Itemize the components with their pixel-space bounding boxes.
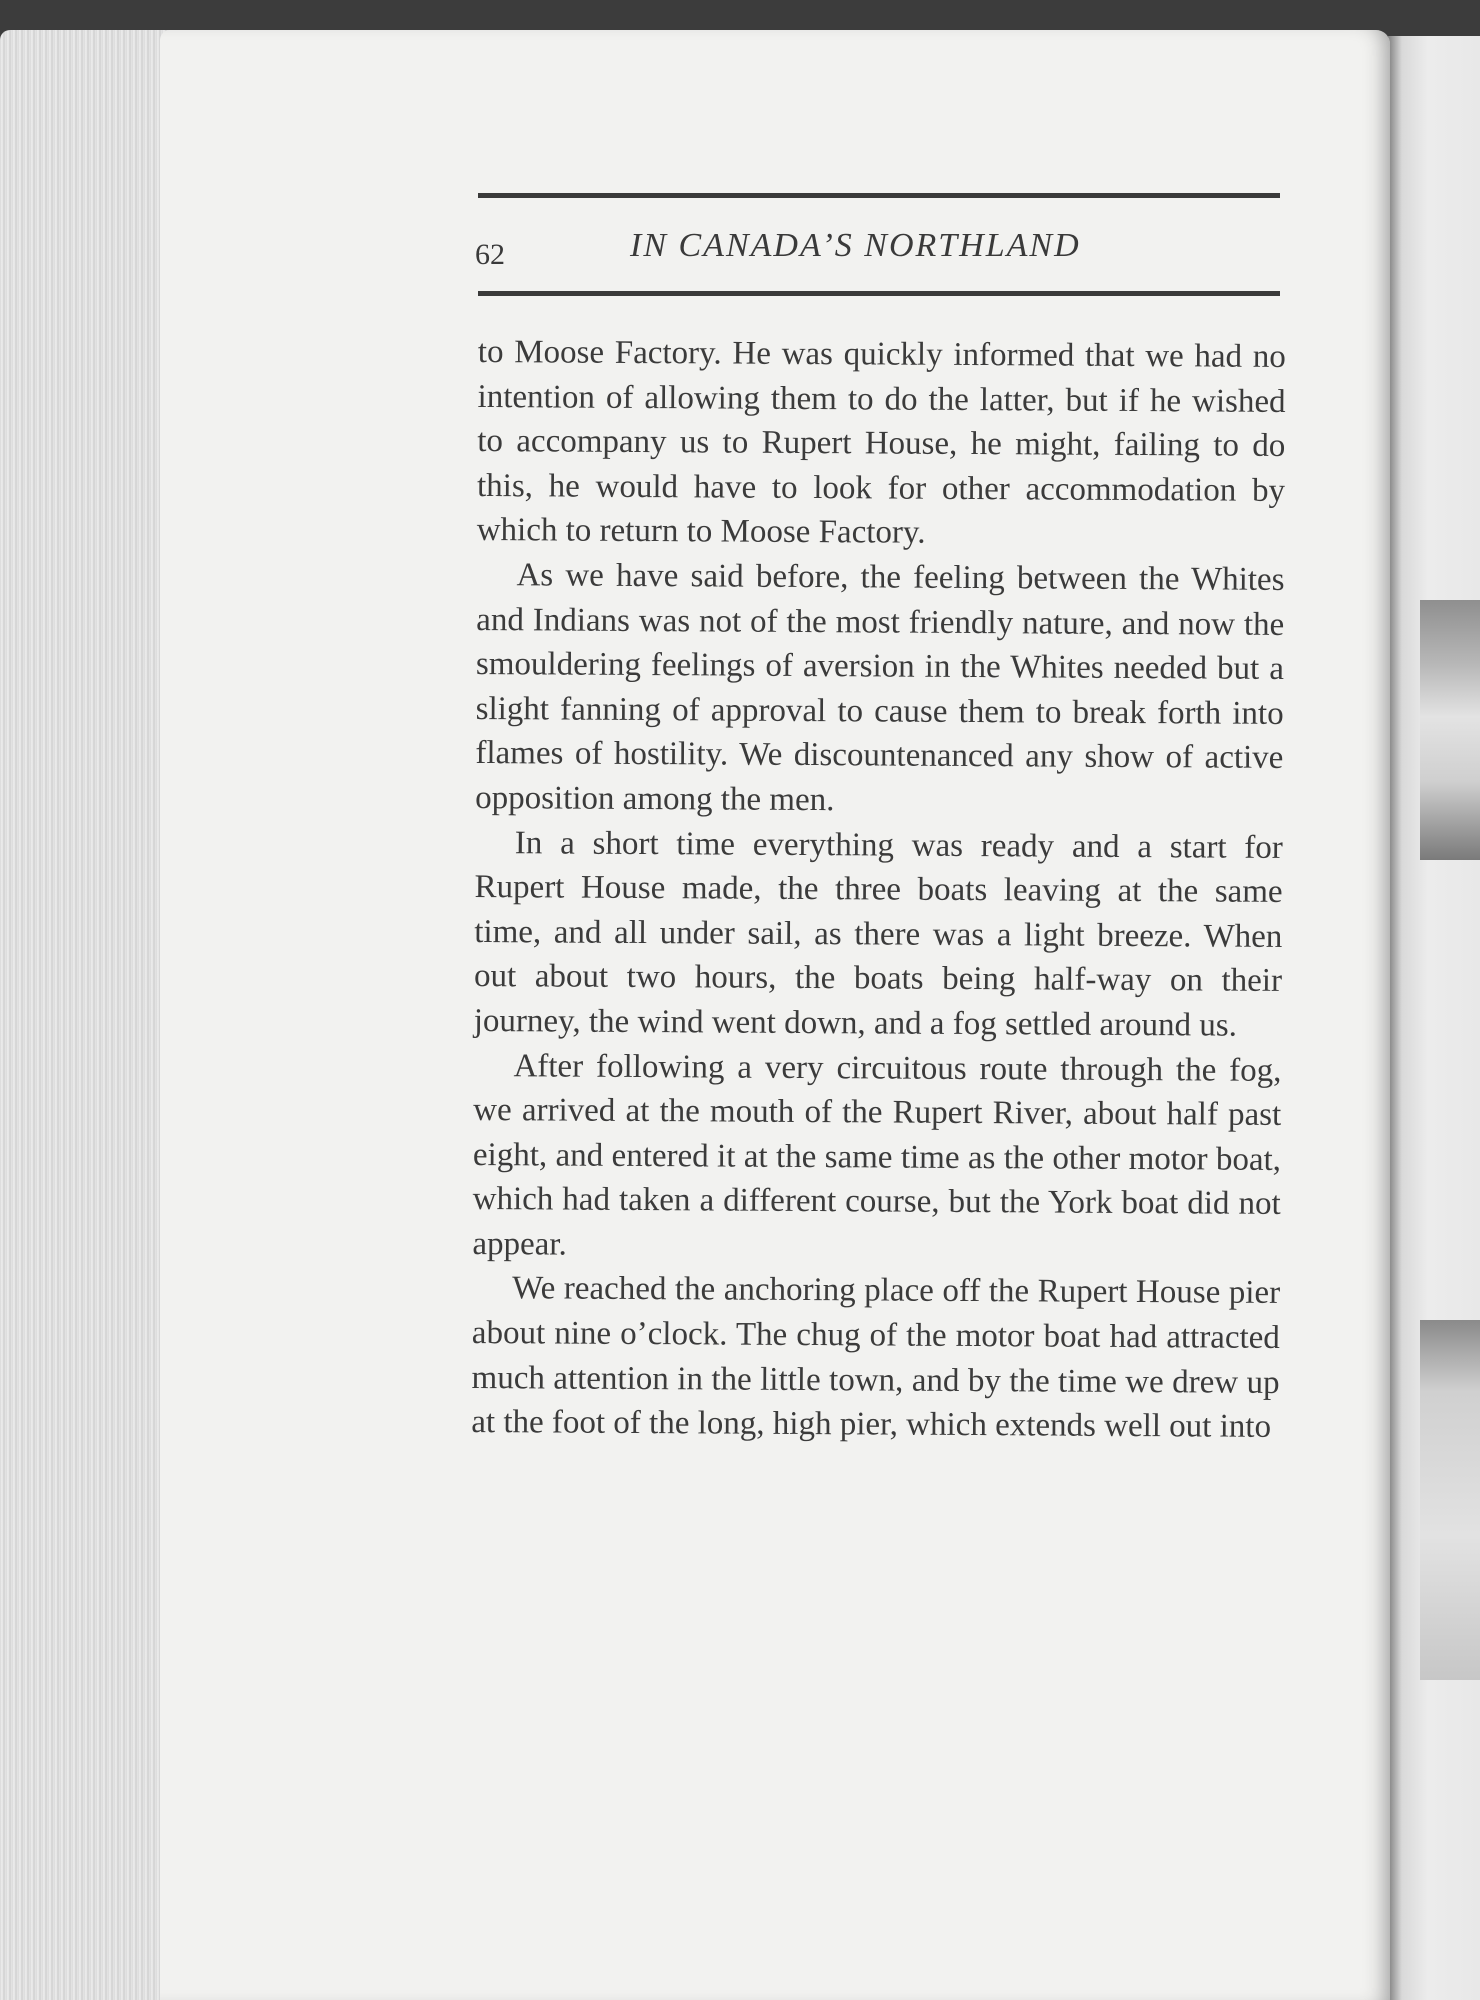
page-number: 62 bbox=[475, 238, 505, 271]
facing-page-photo-fragment bbox=[1420, 1320, 1480, 1680]
header-rule-bottom bbox=[478, 291, 1280, 296]
facing-page-photo-fragment bbox=[1420, 600, 1480, 860]
body-text bbox=[471, 330, 1286, 1450]
paragraph: After following a very circuitous route through the fog, we arrived at the mouth of the Rupert River, about half past eight, and entered it at the same time as the other motor boat, which had taken a different course, but the York boat did not appear. bbox=[472, 1047, 1282, 1263]
paragraph: to Moose Factory. He was quickly informed that we had no intention of allowing them to do the latter, but if he wished to accompany us to Rupert House, he might, failing to do this, he would have to look for other accommodation by which to return to Moose Factory. bbox=[476, 333, 1286, 552]
book-page-edges bbox=[0, 30, 175, 2000]
running-title: IN CANADA’S NORTHLAND bbox=[630, 227, 1081, 264]
paragraph: In a short time everything was ready and a start for Rupert House made, the three boats leaving at the same time, and all under sail, as there was a light breeze. When out about two hours, the boats being half-way on their journey, the wind went down, and a fog settled around us. bbox=[473, 824, 1283, 1044]
header-rule-top bbox=[478, 193, 1280, 198]
paragraph: We reached the anchoring place off the Rupert House pier about nine o’clock. The chug of the motor boat had attracted much attention in the little town, and by the time we drew up at the foot of the long, high pier, which extends well out into bbox=[471, 1270, 1281, 1446]
facing-page-edge bbox=[1388, 36, 1480, 2000]
paragraph: As we have said before, the feeling between the Whites and Indians was not of the most friendly nature, and now the smouldering feelings of aversion in the Whites needed but a slight fanning of approval to cause them to break forth into flames of hostility. We discountenanced any show of active opposition among the men. bbox=[475, 557, 1285, 819]
